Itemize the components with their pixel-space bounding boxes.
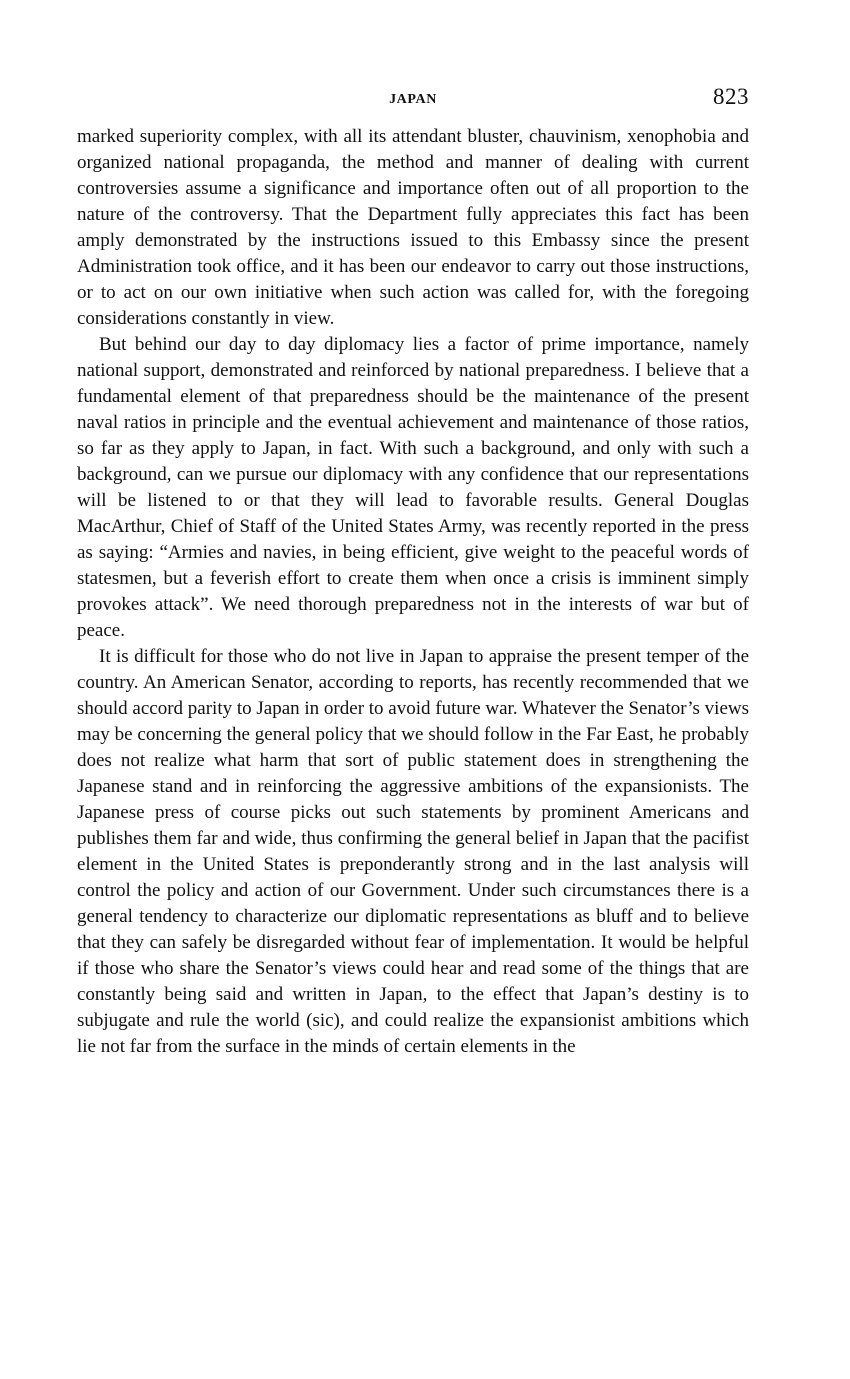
paragraph-public-opinion: It is difficult for those who do not live in Japan to appraise the present temper of the country. An American Senator, according to reports, has recently recommended that we should accord parity to Japan in order to avoid future war. Whatever the Senator’s views may be concerning the general policy that we should follow in the Far East, he probably does not realize what harm that sort of public statement does in strengthening the Japanese stand and in reinforcing the aggressive ambitions of the expansionists. The Japanese press of course picks out such statements by prominent Americans and publishes them far and wide, thus confirming the general belief in Japan that the pacifist element in the United States is preponderantly strong and in the last analysis will control the policy and action of our Government. Under such circumstances there is a general tendency to characterize our diplomatic representations as bluff and to believe that they can safely be disregarded without fear of implementation. It would be helpful if those who share the Senator’s views could hear and read some of the things that are constantly being said and written in Japan, to the effect that Japan’s destiny is to subjugate and rule the world (sic), and could realize the expansionist ambitions which lie not far from the surface in the minds of certain elements in the <box>77 646 750 1057</box>
document-page <box>77 84 749 1060</box>
body-text <box>77 124 749 1060</box>
page-number: 823 <box>713 84 749 109</box>
running-title: JAPAN <box>389 92 437 107</box>
running-head <box>77 84 749 114</box>
paragraph-continued: marked superiority complex, with all its attendant bluster, chauvinism, xenophobia and organized national propaganda, the method and manner of dealing with current controversies assume a significance and importance often out of all proportion to the nature of the controversy. That the Department fully appreciates this fact has been amply demonstrated by the instructions issued to this Embassy since the present Administration took office, and it has been our endeavor to carry out those instructions, or to act on our own initiative when such action was called for, with the foregoing considerations constantly in view. <box>77 126 749 329</box>
paragraph-preparedness: But behind our day to day diplomacy lies a factor of prime importance, namely national support, demonstrated and reinforced by national preparedness. I believe that a fundamental element of that preparedness should be the maintenance of the present naval ratios in principle and the eventual achievement and maintenance of those ratios, so far as they apply to Japan, in fact. With such a background, and only with such a background, can we pursue our diplomacy with any confidence that our representations will be listened to or that they will lead to favorable results. General Douglas MacArthur, Chief of Staff of the United States Army, was recently reported in the press as saying: “Armies and navies, in being efficient, give weight to the peaceful words of statesmen, but a feverish effort to create them when once a crisis is imminent simply provokes attack”. We need thorough preparedness not in the interests of war but of peace. <box>77 334 749 641</box>
